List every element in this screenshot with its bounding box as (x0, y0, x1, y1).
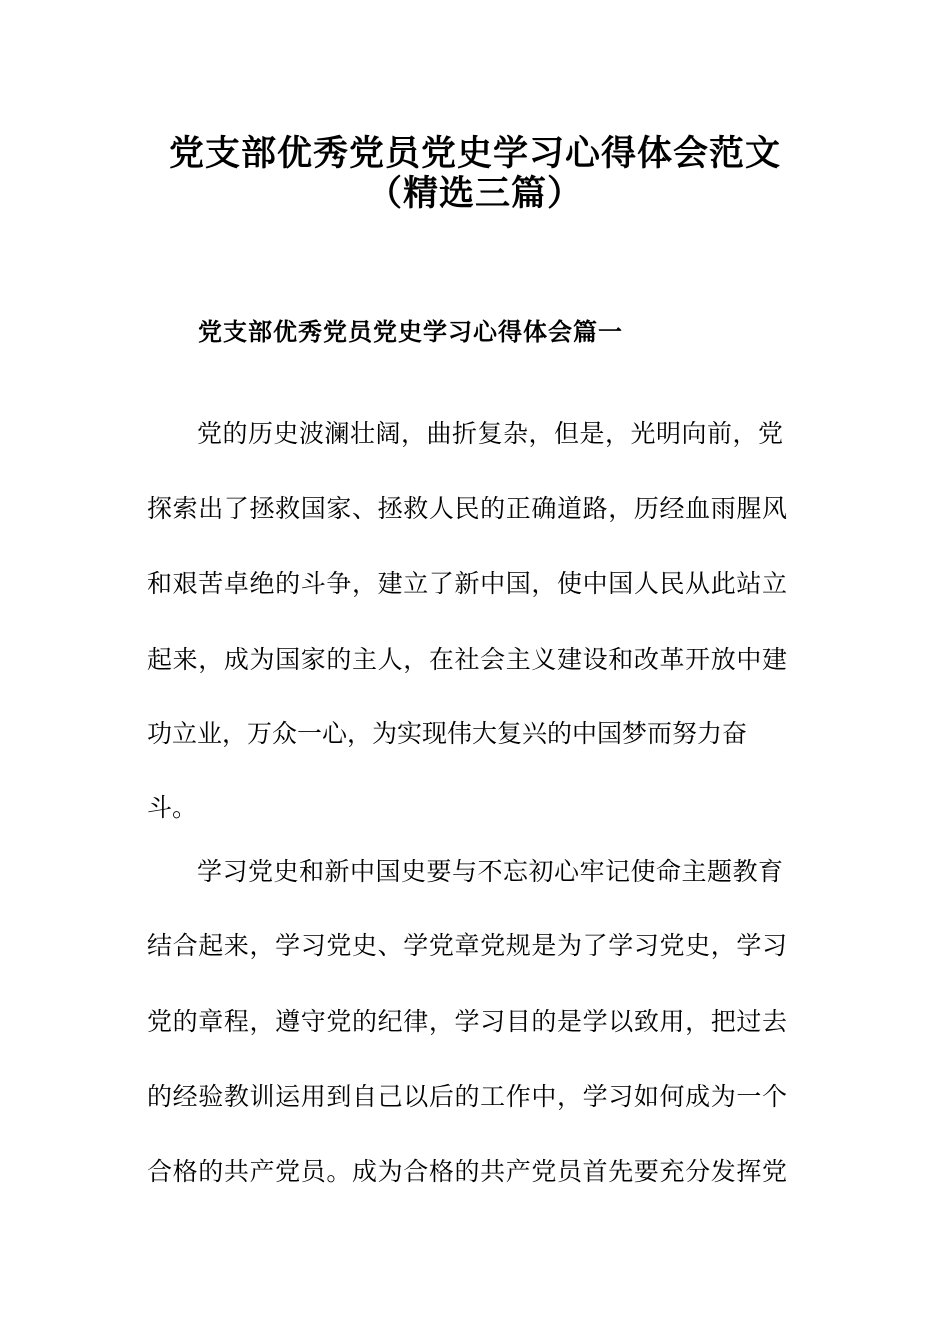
paragraph-1-line: 功立业，万众一心，为实现伟大复兴的中国梦而努力奋 (147, 719, 748, 748)
document-title: 党支部优秀党员党史学习心得体会范文 (168, 134, 781, 174)
paragraph-1-line: 和艰苦卓绝的斗争，建立了新中国，使中国人民从此站立 (147, 569, 787, 598)
paragraph-1-line: 斗。 (147, 793, 198, 822)
section-heading: 党支部优秀党员党史学习心得体会篇一 (198, 318, 623, 346)
paragraph-2-line: 学习党史和新中国史要与不忘初心牢记使命主题教育 (197, 857, 783, 886)
paragraph-2-line: 党的章程，遵守党的纪律，学习目的是学以致用，把过去 (147, 1007, 787, 1036)
paragraph-2-line: 的经验教训运用到自己以后的工作中，学习如何成为一个 (147, 1082, 787, 1111)
paragraph-1-line: 探索出了拯救国家、拯救人民的正确道路，历经血雨腥风 (147, 494, 787, 523)
paragraph-2-line: 结合起来，学习党史、学党章党规是为了学习党史，学习 (147, 931, 787, 960)
paragraph-2-line: 合格的共产党员。成为合格的共产党员首先要充分发挥党 (147, 1157, 787, 1186)
paragraph-1-line: 党的历史波澜壮阔，曲折复杂，但是，光明向前，党 (197, 419, 783, 448)
paragraph-1-line: 起来，成为国家的主人，在社会主义建设和改革开放中建 (147, 645, 787, 674)
document-title-subtitle: （精选三篇） (366, 174, 583, 214)
